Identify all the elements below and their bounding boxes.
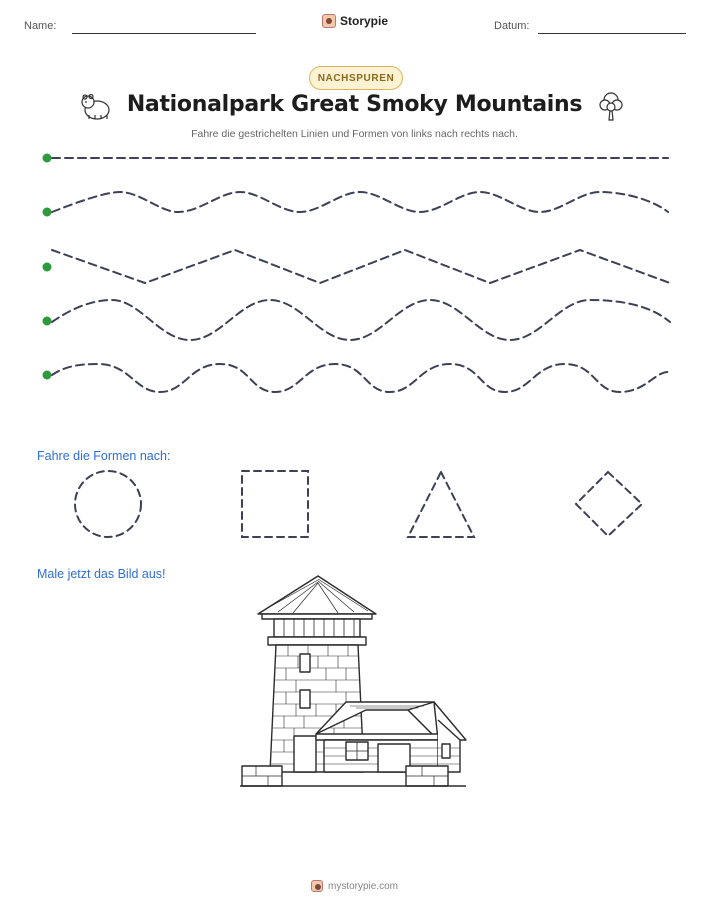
trace-shape-diamond [576, 472, 642, 536]
name-label: Name: [24, 20, 57, 32]
tower-door [294, 736, 316, 772]
trace-shape-triangle [408, 472, 474, 537]
start-dot-3 [43, 263, 52, 272]
shapes-section-label: Fahre die Formen nach: [37, 449, 171, 463]
name-field[interactable] [24, 20, 56, 32]
worksheet-badge: NACHSPUREN [309, 66, 403, 90]
trace-line-zigzag [52, 250, 670, 283]
start-dot-1 [43, 154, 52, 163]
date-line [538, 33, 686, 34]
name-line [72, 33, 256, 34]
tracing-lines[interactable] [0, 140, 709, 400]
house-small-window [442, 744, 450, 758]
tower-window-1 [300, 654, 310, 672]
start-dot-5 [43, 371, 52, 380]
footer-url[interactable]: mystorypie.com [327, 880, 398, 892]
trace-shape-square [242, 471, 308, 537]
start-dot-2 [43, 208, 52, 217]
storypie-logo-icon [322, 14, 336, 28]
start-dot-4 [43, 317, 52, 326]
storypie-footer-logo-icon [311, 880, 323, 892]
page-title: Nationalpark Great Smoky Mountains [126, 92, 583, 117]
tower-window-2 [300, 690, 310, 708]
brand [322, 14, 388, 28]
trace-line-wave [52, 300, 670, 340]
tower-lantern [274, 619, 360, 637]
brand-name: Storypie [340, 14, 389, 28]
instructions-text: Fahre die gestrichelten Linien und Formen von links nach rechts nach. [191, 128, 518, 140]
trace-shape-circle [75, 471, 141, 537]
tracing-shapes[interactable] [0, 460, 709, 550]
coloring-section-label: Male jetzt das Bild aus! [37, 567, 166, 581]
tree-icon [598, 90, 624, 122]
trace-line-deep-wave [52, 364, 668, 392]
coloring-image[interactable] [238, 574, 470, 792]
tower-roof [258, 576, 376, 614]
footer [0, 880, 709, 892]
house-door [378, 744, 410, 772]
trace-line-gentle-wave [52, 192, 668, 212]
date-label: Datum: [494, 20, 530, 32]
date-field[interactable] [494, 20, 529, 32]
